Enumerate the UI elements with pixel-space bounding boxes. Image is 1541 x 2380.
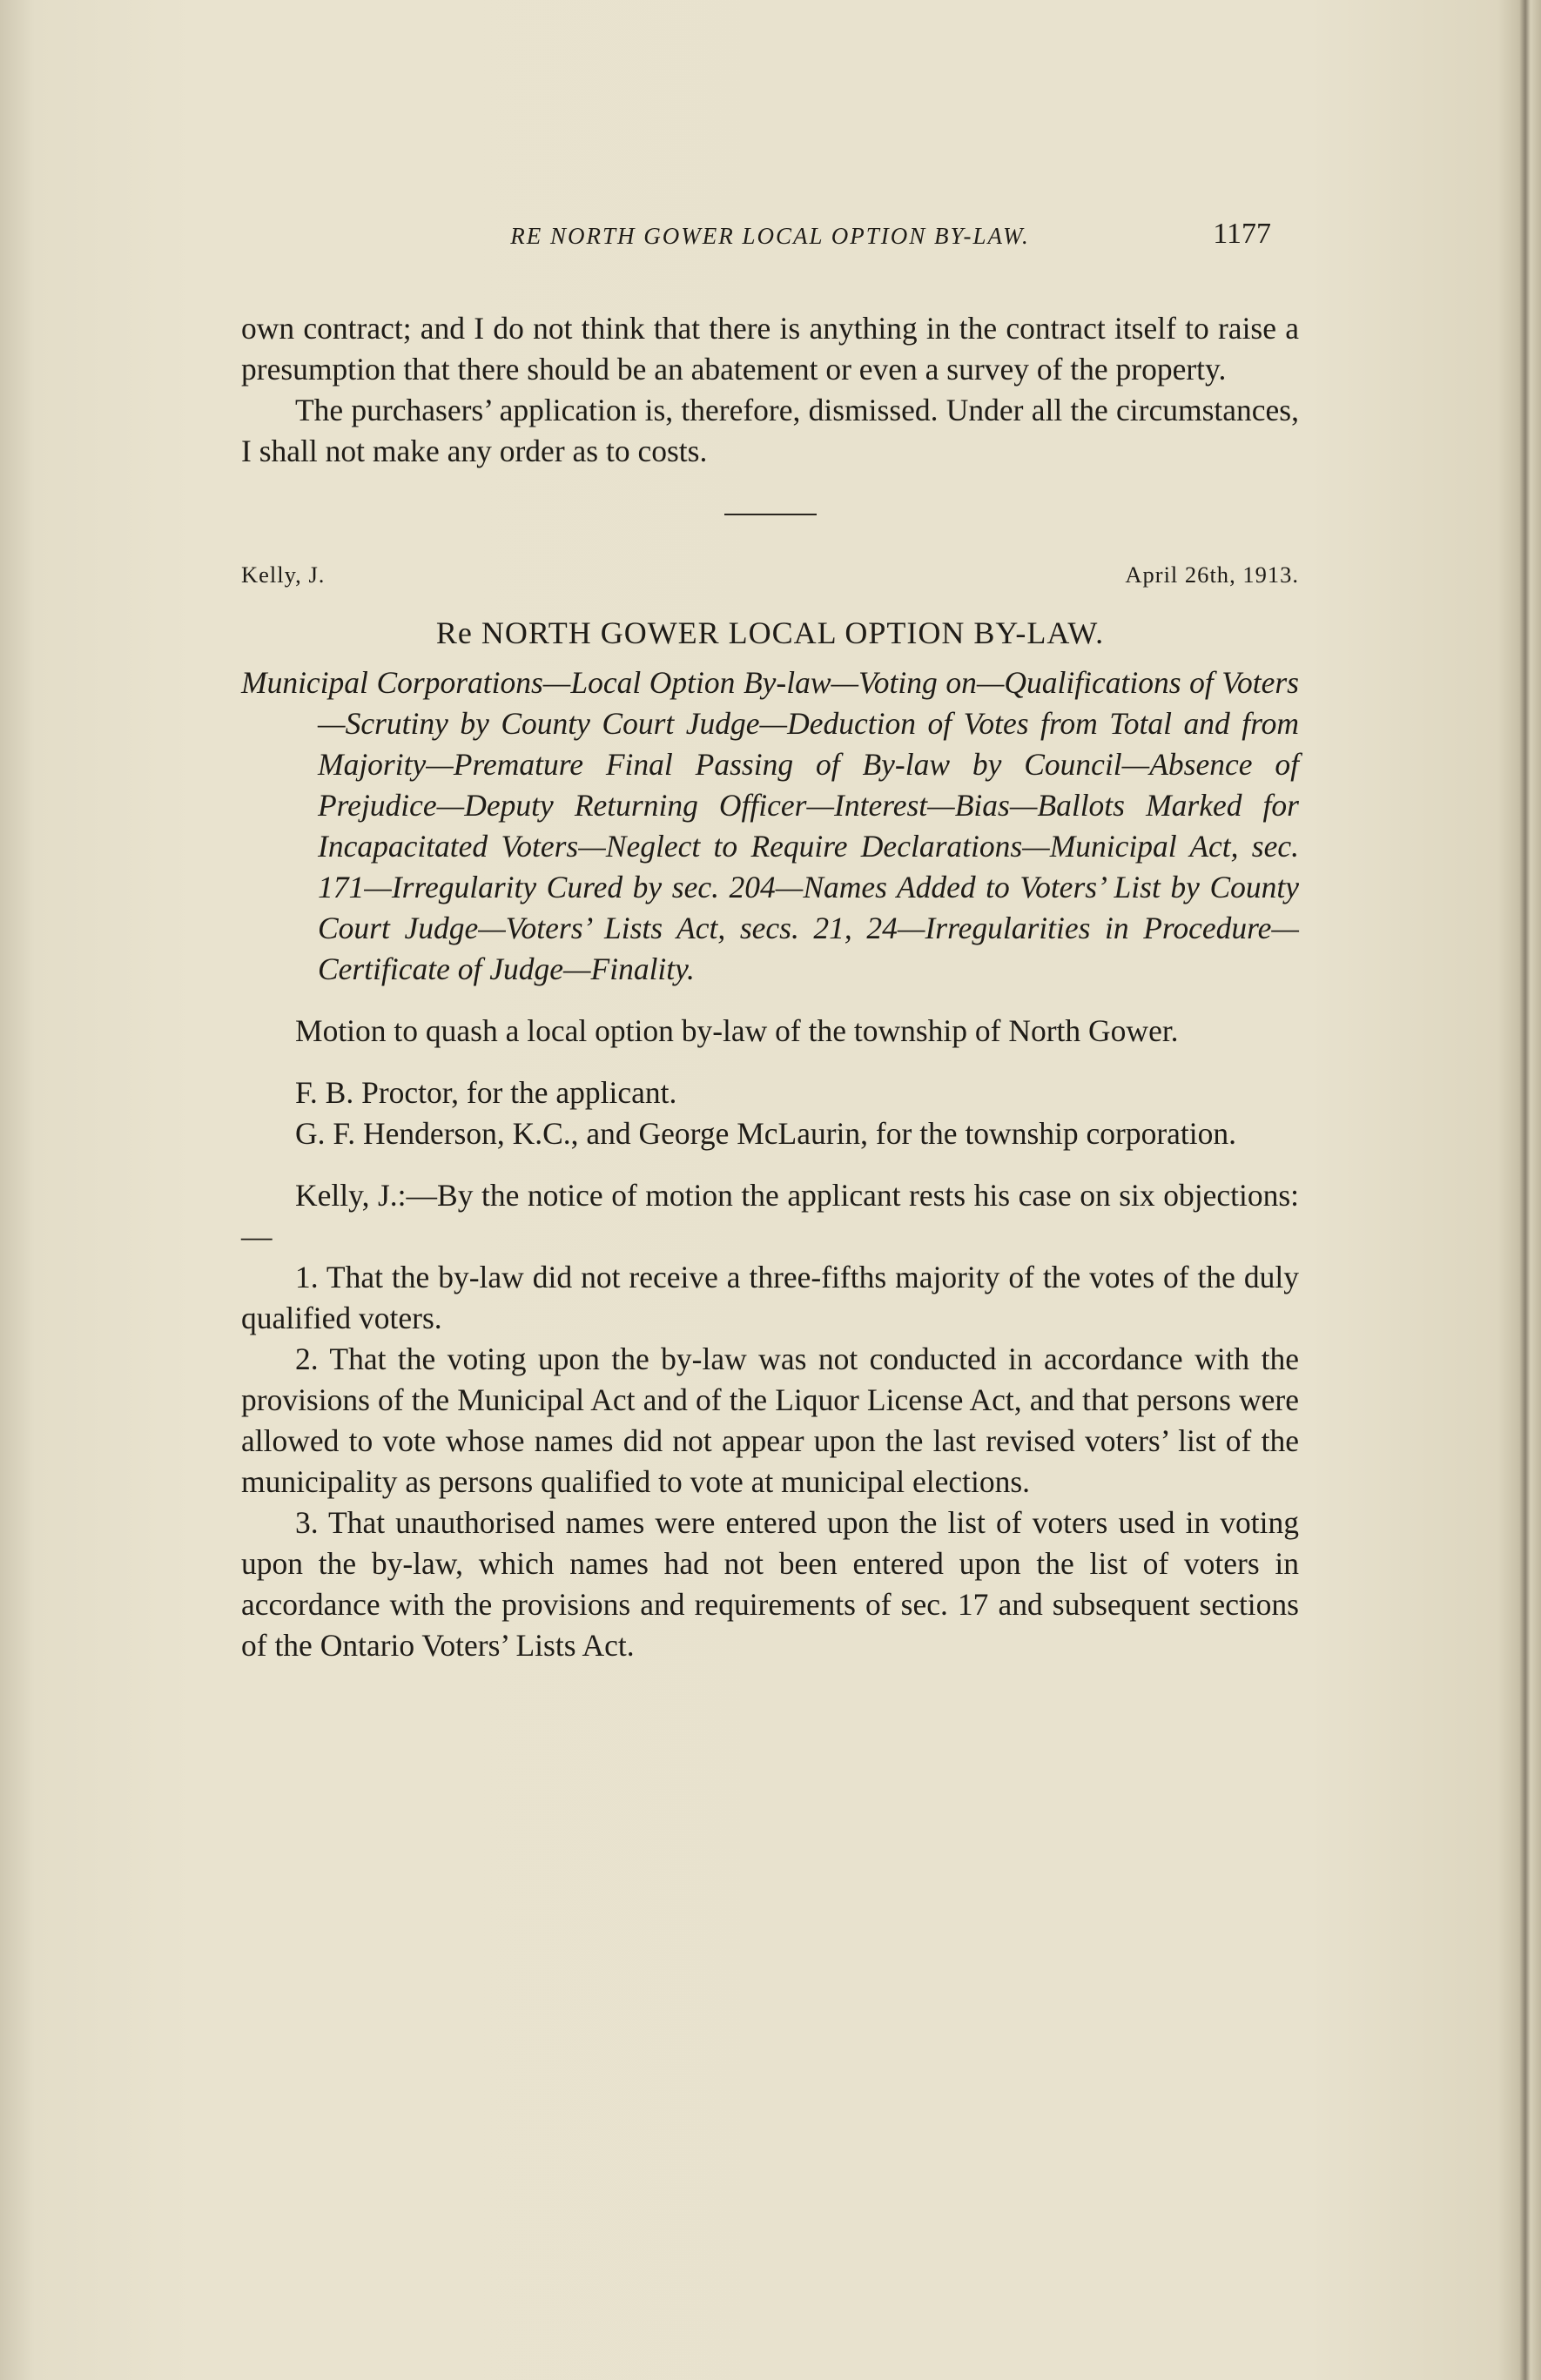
- objection-item: 3. That unauthorised names were entered upon the list of voters used in voting upon the by-law, which names had not been entered upon the list of voters in accordance with the provisions and requirements of sec. 17 and subsequent sections of the Ontario Voters’ Lists Act.: [241, 1505, 1299, 1663]
- previous-case-paragraph: own contract; and I do not think that there is anything in the contract itself to raise a presumption that there should be an abatement or even a survey of the property.: [241, 311, 1299, 387]
- objection-item: 2. That the voting upon the by-law was not conducted in accordance with the provisions of the Municipal Act and of the Liquor License Act, and that persons were allowed to vote whose names did not appear upon the last revised voters’ list of the municipality as persons qualified to vote at municipal elections.: [241, 1341, 1299, 1499]
- objection-item: 1. That the by-law did not receive a three-fifths majority of the votes of the duly qualified voters.: [241, 1260, 1299, 1335]
- counsel-line: F. B. Proctor, for the applicant.: [295, 1075, 677, 1110]
- decision-date: April 26th, 1913.: [1125, 561, 1299, 588]
- page-number: 1177: [1213, 218, 1271, 250]
- case-byline: [241, 555, 1299, 595]
- motion-paragraph: Motion to quash a local option by-law of the township of North Gower.: [295, 1013, 1179, 1048]
- text-block: [241, 218, 1299, 1666]
- judgment-opening: Kelly, J.:—By the notice of motion the applicant rests his case on six objections:—: [241, 1178, 1299, 1254]
- judge-name: Kelly, J.: [241, 561, 326, 588]
- case-title: Re NORTH GOWER LOCAL OPTION BY-LAW.: [435, 615, 1105, 650]
- headnote: Municipal Corporations—Local Option By-law—Voting on—Qualifications of Voters—Scrutiny by County Court Judge—Deduction of Votes from Total and from Majority—Premature Final Passing of By-law by Council—Absence of Prejudice—Deputy Returning Officer—Interest—Bias—Ballots Marked for Incapacitated Voters—Neglect to Require Declarations—Municipal Act, sec. 171—Irregularity Cured by sec. 204—Names Added to Voters’ List by County Court Judge—Voters’ Lists Act, secs. 21, 24—Irregularities in Procedure—Certificate of Judge—Finality.: [241, 665, 1299, 986]
- running-title: RE NORTH GOWER LOCAL OPTION BY-LAW.: [510, 223, 1030, 249]
- counsel-line: G. F. Henderson, K.C., and George McLaurin, for the township corporation.: [295, 1116, 1236, 1151]
- running-header: [241, 218, 1299, 261]
- previous-case-paragraph: The purchasers’ application is, therefore, dismissed. Under all the circumstances, I shall not make any order as to costs.: [241, 393, 1299, 468]
- section-divider: [724, 514, 817, 515]
